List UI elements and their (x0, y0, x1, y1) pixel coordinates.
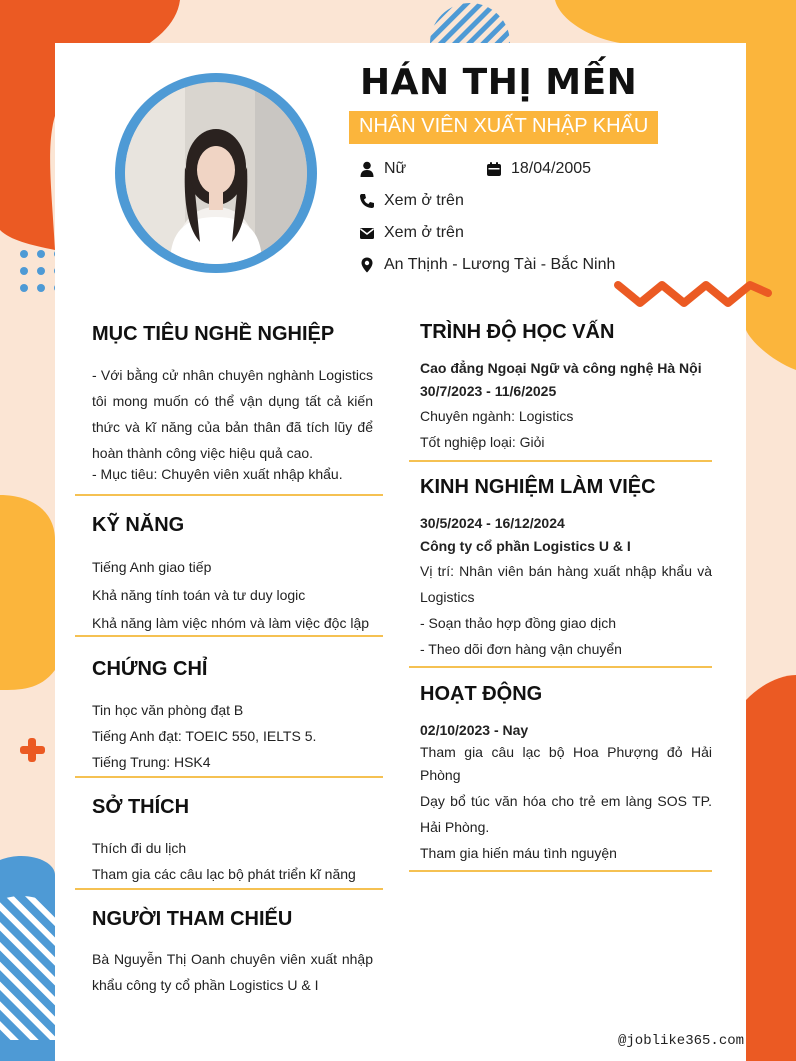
skills-title: KỸ NĂNG (92, 514, 185, 536)
certificates-list (92, 697, 316, 775)
education-period: 30/7/2023 - 11/6/2025 (420, 383, 557, 399)
decor-dot (20, 250, 28, 258)
avatar-photo (125, 82, 307, 264)
activity-item: Tham gia câu lạc bộ Hoa Phượng đỏ Hải Phòng (420, 744, 712, 783)
email-row (359, 224, 464, 242)
plus-decoration (20, 738, 45, 762)
candidate-name: HÁN THỊ MẾN (360, 62, 638, 103)
education-school: Cao đẳng Ngoại Ngữ và công nghệ Hà Nội (420, 360, 702, 376)
skill-item: Khả năng làm việc nhóm và làm việc độc lập (92, 615, 370, 631)
references-title: NGƯỜI THAM CHIẾU (92, 908, 293, 930)
decor-dot (37, 284, 45, 292)
section-divider (409, 870, 712, 872)
address-row (359, 256, 615, 274)
section-divider (75, 635, 383, 637)
envelope-icon (359, 225, 375, 241)
experience-duties (420, 610, 622, 662)
education-title: TRÌNH ĐỘ HỌC VẤN (420, 321, 615, 343)
references-text: Bà Nguyễn Thị Oanh chuyên viên xuất nhập khẩu công ty cổ phần Logistics U & I (92, 951, 373, 993)
section-divider (75, 776, 383, 778)
phone-icon (359, 193, 375, 209)
skill-item: Tiếng Anh giao tiếp (92, 559, 212, 575)
duty-item: - Soạn thảo hợp đồng giao dịch (420, 615, 616, 631)
zigzag-decoration (610, 275, 780, 315)
duty-item: - Theo dõi đơn hàng vận chuyển (420, 641, 622, 657)
certificate-item: Tin học văn phòng đạt B (92, 702, 244, 718)
gender-row (359, 160, 406, 178)
orange-blob-bottom-right (746, 675, 796, 1061)
map-pin-icon (359, 257, 375, 273)
hobby-item: Tham gia các câu lạc bộ phát triển kĩ năng (92, 866, 356, 882)
decor-dot (20, 284, 28, 292)
hobbies-title: SỞ THÍCH (92, 796, 190, 818)
section-divider (75, 888, 383, 890)
watermark: @joblike365.com (618, 1033, 745, 1049)
activity-item: Dạy bổ túc văn hóa cho trẻ em làng SOS TP. Hải Phòng. (420, 793, 712, 835)
education-major: Chuyên ngành: Logistics (420, 408, 574, 424)
avatar (115, 73, 317, 273)
experience-position: Vị trí: Nhân viên bán hàng xuất nhập khẩu và Logistics (420, 563, 712, 605)
decor-dot (20, 267, 28, 275)
activities-title: HOẠT ĐỘNG (420, 683, 543, 705)
skills-list (92, 553, 369, 637)
objective-paragraph: - Với bằng cử nhân chuyên nghành Logistics tôi mong muốn có thể vận dụng tất cả kiến thức và kĩ năng của bản thân đã tích lũy để hoàn thành công việc hiệu quả cao. (92, 367, 373, 461)
yellow-blob-left (0, 495, 55, 690)
section-divider (409, 460, 712, 462)
address-value: An Thịnh - Lương Tài - Bắc Ninh (384, 256, 616, 273)
experience-company: Công ty cổ phần Logistics U & I (420, 538, 631, 554)
education-grade: Tốt nghiệp loại: Giỏi (420, 434, 545, 450)
birthdate-value: 18/04/2005 (511, 160, 592, 177)
decor-dot (37, 267, 45, 275)
section-divider (409, 666, 712, 668)
job-title: NHÂN VIÊN XUẤT NHẬP KHẨU (349, 111, 658, 144)
email-value: Xem ở trên (384, 224, 464, 241)
experience-period: 30/5/2024 - 16/12/2024 (420, 515, 565, 531)
phone-row (359, 192, 464, 210)
certificate-item: Tiếng Anh đạt: TOEIC 550, IELTS 5. (92, 728, 317, 744)
activity-item: Tham gia hiến máu tình nguyện (420, 845, 617, 861)
decor-dot (37, 250, 45, 258)
objective-goal: - Mục tiêu: Chuyên viên xuất nhập khẩu. (92, 466, 343, 482)
certificate-item: Tiếng Trung: HSK4 (92, 754, 211, 770)
calendar-icon (486, 161, 502, 177)
activities-period: 02/10/2023 - Nay (420, 722, 529, 738)
certificates-title: CHỨNG CHỈ (92, 658, 208, 680)
user-icon (359, 161, 375, 177)
striped-semicircle (430, 3, 510, 43)
hobbies-list (92, 835, 356, 887)
phone-value: Xem ở trên (384, 192, 464, 209)
objective-title: MỤC TIÊU NGHỀ NGHIỆP (92, 323, 335, 345)
skill-item: Khả năng tính toán và tư duy logic (92, 587, 306, 603)
experience-title: KINH NGHIỆM LÀM VIỆC (420, 476, 656, 498)
birthdate-row (486, 160, 591, 178)
section-divider (75, 494, 383, 496)
gender-value: Nữ (384, 160, 407, 177)
hobby-item: Thích đi du lịch (92, 840, 187, 856)
